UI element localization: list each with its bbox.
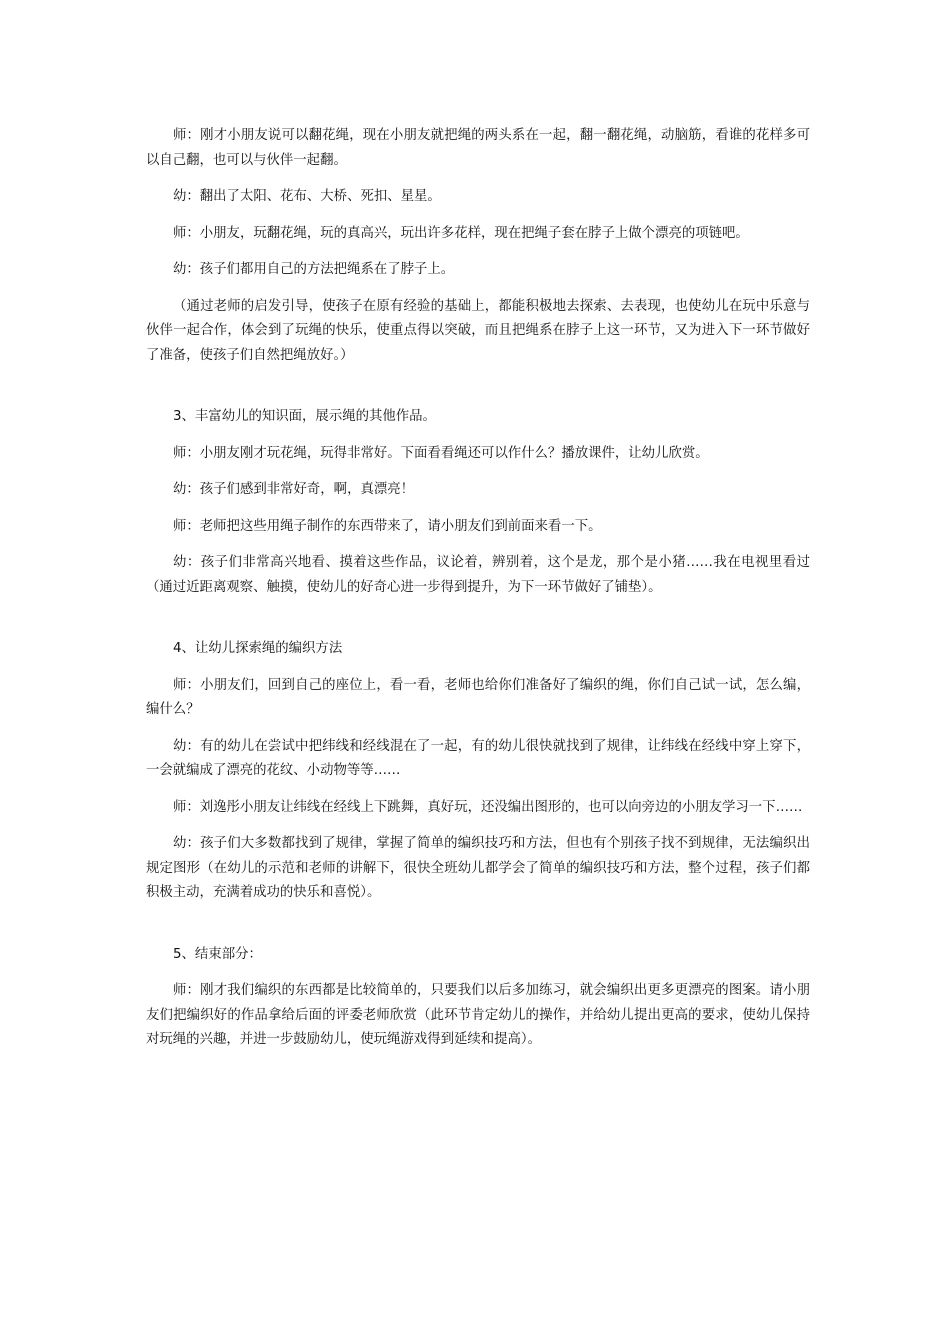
section-heading-4: 4、让幼儿探索绳的编织方法 [173,641,343,656]
paragraph-teacher-7: 师：刚才我们编织的东西都是比较简单的，只要我们以后多加练习，就会编织出更多更漂亮的图案。请小朋友们把编织好的作品拿给后面的评委老师欣赏（此环节肯定幼儿的操作，并给幼儿提出更高的要求，使幼儿保持对玩绳的兴趣，并进一步鼓励幼儿，使玩绳游戏得到延续和提高）。 [146,983,810,1047]
paragraph-teacher-2: 师：小朋友，玩翻花绳，玩的真高兴，玩出许多花样，现在把绳子套在脖子上做个漂亮的项链吧。 [173,225,749,241]
paragraph-teacher-6: 师：刘逸彤小朋友让纬线在经线上下跳舞，真好玩，还没编出图形的，也可以向旁边的小朋友学习一下…… [173,799,803,815]
paragraph-child-5: 幼：有的幼儿在尝试中把纬线和经线混在了一起，有的幼儿很快就找到了规律，让纬线在经线中穿上穿下，一会就编成了漂亮的花纹、小动物等等…… [146,738,810,778]
section-heading-5: 5、结束部分： [173,946,262,962]
section-heading-3: 3、丰富幼儿的知识面，展示绳的其他作品。 [173,409,436,424]
paragraph-teacher-5: 师：小朋友们，回到自己的座位上，看一看，老师也给你们准备好了编织的绳，你们自己试一试，怎么编，编什么？ [146,677,810,717]
document-body [146,124,810,1053]
paragraph-child-1: 幼：翻出了太阳、花布、大桥、死扣、星星。 [173,189,441,204]
paragraph-child-2: 幼：孩子们都用自己的方法把绳系在了脖子上。 [173,262,455,277]
paragraph-child-4: 幼：孩子们非常高兴地看、摸着这些作品，议论着，辨别着，这个是龙，那个是小猪……我在电视里看过（通过近距离观察、触摸，使幼儿的好奇心进一步得到提升，为下一环节做好了铺垫）。 [146,555,810,595]
paragraph-child-6: 幼：孩子们大多数都找到了规律，掌握了简单的编织技巧和方法，但也有个别孩子找不到规律，无法编织出规定图形（在幼儿的示范和老师的讲解下，很快全班幼儿都学会了简单的编织技巧和方法，整个过程，孩子们都积极主动，充满着成功的快乐和喜悦）。 [146,836,810,900]
paragraph-child-3: 幼：孩子们感到非常好奇，啊，真漂亮！ [173,482,415,497]
paragraph-teacher-1: 师：刚才小朋友说可以翻花绳，现在小朋友就把绳的两头系在一起，翻一翻花绳，动脑筋，看谁的花样多可以自己翻，也可以与伙伴一起翻。 [146,128,810,168]
paragraph-teacher-4: 师：老师把这些用绳子制作的东西带来了，请小朋友们到前面来看一下。 [173,518,602,534]
paragraph-teacher-3: 师：小朋友刚才玩花绳，玩得非常好。下面看看绳还可以作什么？播放课件，让幼儿欣赏。 [173,445,709,461]
paragraph-note-1: （通过老师的启发引导，使孩子在原有经验的基础上，都能积极地去探索、去表现，也使幼儿在玩中乐意与伙伴一起合作，体会到了玩绳的快乐，使重点得以突破，而且把绳系在脖子上这一环节，又为进入下一环节做好了准备，使孩子们自然把绳放好。） [146,298,810,363]
